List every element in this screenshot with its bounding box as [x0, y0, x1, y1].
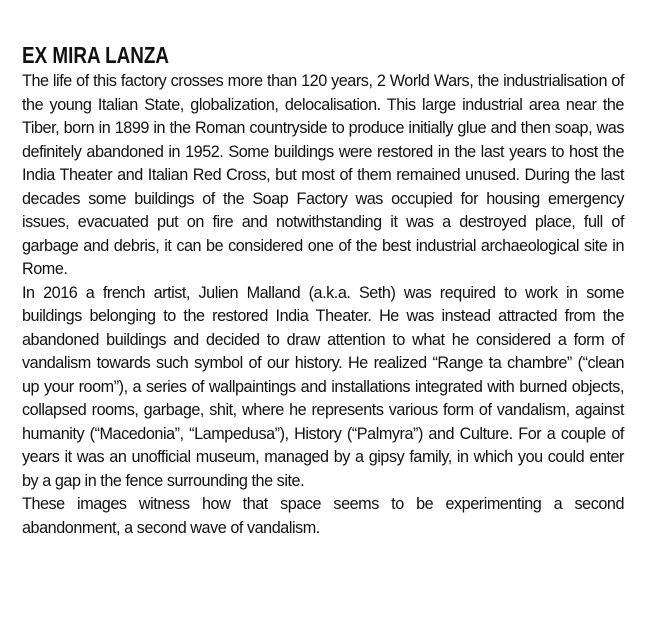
document-body — [22, 40, 624, 540]
document-title: EX MIRA LANZA — [22, 42, 170, 68]
paragraph-conclusion: These images witness how that space seems to be experimenting a second abandonment, a second wave of vandalism. — [22, 495, 624, 537]
paragraph-artist: In 2016 a french artist, Julien Malland (a.k.a. Seth) was required to work in some buildings belonging to the restored India Theater. He was instead attracted from the abandoned buildings and decided to draw attention to what he considered a form of vandalism towards such symbol of our history. He realized “Range ta chambre” (“clean up your room”), a series of wallpaintings and installations integrated with burned objects, collapsed rooms, garbage, shit, where he represents various form of vandalism, against humanity (“Macedonia”, “Lampedusa”), History (“Palmyra”) and Culture. For a couple of years it was an unofficial museum, managed by a gipsy family, in which you could enter by a gap in the fence surrounding the site. — [22, 283, 624, 490]
paragraph-history: The life of this factory crosses more than 120 years, 2 World Wars, the industrialisation of the young Italian State, globalization, delocalisation. This large industrial area near the Tiber, born in 1899 in the Roman countryside to produce initially glue and then soap, was definitely abandoned in 1952. Some buildings were restored in the last years to host the India Theater and Italian Red Cross, but most of them remained unused. During the last decades some buildings of the Soap Factory was occupied for housing emergency issues, evacuated put on fire and notwithstanding it was a destroyed place, full of garbage and debris, it can be considered one of the best industrial archaeological site in Rome. — [22, 72, 624, 278]
